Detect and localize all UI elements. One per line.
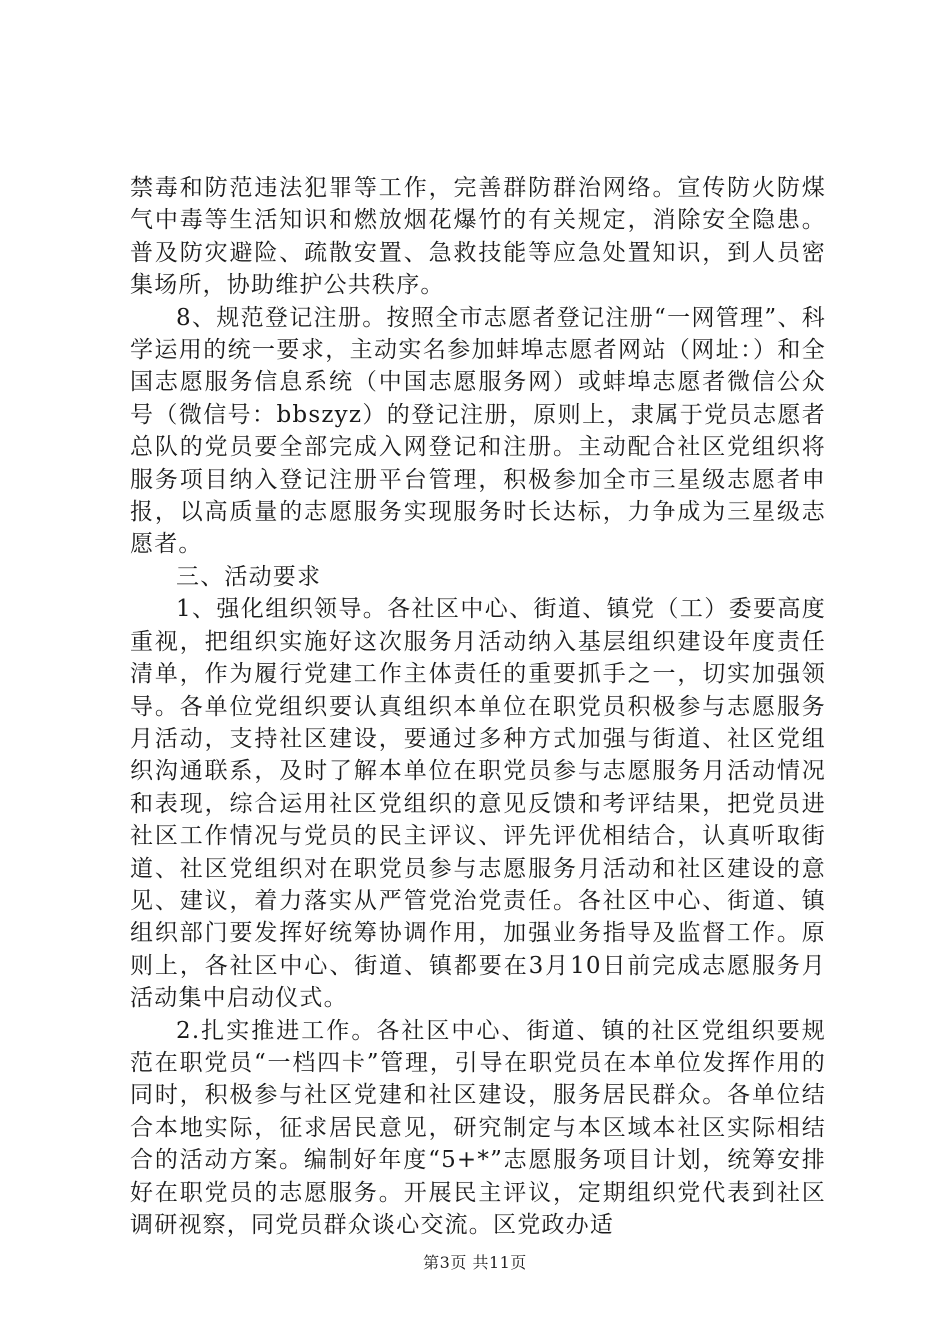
document-body [130,172,826,1241]
paragraph-2: 8、规范登记注册。按照全市志愿者登记注册“一网管理”、科学运用的统一要求，主动实名参加蚌埠志愿者网站（网址：）和全国志愿服务信息系统（中国志愿服务网）或蚌埠志愿者微信公众号（微信号：bbszyz）的登记注册，原则上，隶属于党员志愿者总队的党员要全部完成入网登记和注册。主动配合社区党组织将服务项目纳入登记注册平台管理，积极参加全市三星级志愿者申报，以高质量的志愿服务实现服务时长达标，力争成为三星级志愿者。 [130,304,826,558]
page-number-footer: 第3页 共11页 [423,1253,527,1272]
paragraph-3: 1、强化组织领导。各社区中心、街道、镇党（工）委要高度重视，把组织实施好这次服务月活动纳入基层组织建设年度责任清单，作为履行党建工作主体责任的重要抓手之一，切实加强领导。各单位党组织要认真组织本单位在职党员积极参与志愿服务月活动，支持社区建设，要通过多种方式加强与街道、社区党组织沟通联系，及时了解本单位在职党员参与志愿服务月活动情况和表现，综合运用社区党组织的意见反馈和考评结果，把党员进社区工作情况与党员的民主评议、评先评优相结合，认真听取街道、社区党组织对在职党员参与志愿服务月活动和社区建设的意见、建议，着力落实从严管党治党责任。各社区中心、街道、镇组织部门要发挥好统筹协调作用，加强业务指导及监督工作。原则上，各社区中心、街道、镇都要在3月10日前完成志愿服务月活动集中启动仪式。 [130,596,826,1012]
section-heading: 三、活动要求 [176,563,322,590]
paragraph-4: 2.扎实推进工作。各社区中心、街道、镇的社区党组织要规范在职党员“一档四卡”管理，引导在职党员在本单位发挥作用的同时，积极参与社区党建和社区建设，服务居民群众。各单位结合本地实际，征求居民意见，研究制定与本区域本社区实际相结合的活动方案。编制好年度“5+*”志愿服务项目计划，统筹安排好在职党员的志愿服务。开展民主评议，定期组织党代表到社区调研视察，同党员群众谈心交流。区党政办适 [130,1017,826,1238]
paragraph-1: 禁毒和防范违法犯罪等工作，完善群防群治网络。宣传防火防煤气中毒等生活知识和燃放烟花爆竹的有关规定，消除安全隐患。普及防灾避险、疏散安置、急救技能等应急处置知识，到人员密集场所，协助维护公共秩序。 [130,175,826,299]
